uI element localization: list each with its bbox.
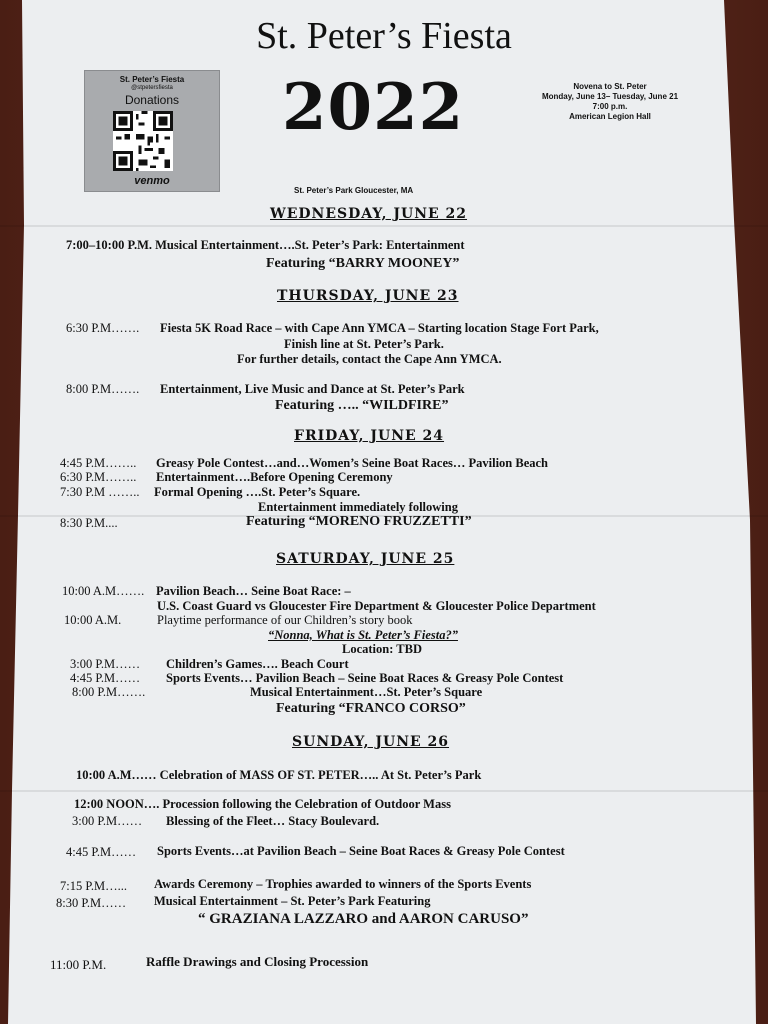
entry-time: 10:00 A.M……. [62,584,145,598]
schedule-entry: Sports Events…at Pavilion Beach – Seine Boat Races & Greasy Pole Contest [157,844,565,858]
novena-line: American Legion Hall [569,112,651,121]
schedule-entry: Children’s Games…. Beach Court [166,657,349,671]
schedule-entry: Blessing of the Fleet… Stacy Boulevard. [166,814,380,828]
entry-time: 6:30 P.M…….. [60,470,137,484]
entry-time: 4:45 P.M…… [66,845,137,859]
venmo-logo: venmo [134,175,170,187]
day-heading-friday: FRIDAY, JUNE 24 [294,428,445,444]
schedule-entry: Entertainment….Before Opening Ceremony [156,470,393,484]
entry-time: 10:00 A.M. [64,613,122,627]
entry-time: 8:30 P.M…… [56,896,127,910]
entry-time: 8:00 P.M……. [72,685,146,699]
featured-performer: “ GRAZIANA LAZZARO and AARON CARUSO” [198,911,529,927]
schedule-entry: Sports Events… Pavilion Beach – Seine Boat Races & Greasy Pole Contest [166,671,564,685]
schedule-entry: Awards Ceremony – Trophies awarded to winners of the Sports Events [154,877,532,891]
story-book-title: “Nonna, What is St. Peter’s Fiesta?” [268,628,458,642]
schedule-entry: Fiesta 5K Road Race – with Cape Ann YMCA – Starting location Stage Fort Park, [160,321,599,335]
entry-time: 7:15 P.M…... [60,879,128,893]
novena-line: Monday, June 13– Tuesday, June 21 [541,92,679,101]
featured-performer: Featuring “FRANCO CORSO” [276,701,466,716]
flyer-title: St. Peter’s Fiesta [256,15,512,57]
schedule-entry: Musical Entertainment – St. Peter’s Park Featuring [154,894,431,908]
schedule-entry: 7:00–10:00 P.M. Musical Entertainment….St. Peter’s Park: Entertainment [66,238,465,252]
day-heading-thursday: THURSDAY, JUNE 23 [277,288,459,304]
featured-performer: Featuring “MORENO FRUZZETTI” [246,514,472,529]
schedule-entry: Raffle Drawings and Closing Procession [146,954,369,969]
entry-time: 7:30 P.M …….. [60,485,140,499]
entry-time: 11:00 P.M. [50,957,107,972]
fold-line [0,790,768,792]
entry-time: 8:00 P.M……. [66,382,140,396]
schedule-entry: Playtime performance of our Children’s story book [157,613,413,627]
schedule-entry: Musical Entertainment…St. Peter’s Square [250,685,483,699]
venmo-donation-card [84,70,220,192]
entry-time: 3:00 P.M…… [72,814,143,828]
featured-performer: Featuring “BARRY MOONEY” [266,256,460,271]
flyer-location: St. Peter’s Park Gloucester, MA [294,186,414,195]
donation-org: St. Peter’s Fiesta [119,75,185,84]
day-heading-wednesday: WEDNESDAY, JUNE 22 [270,206,468,222]
day-heading-sunday: SUNDAY, JUNE 26 [292,734,450,750]
featured-performer: Featuring ….. “WILDFIRE” [275,398,449,413]
donation-handle: @stpetersfiesta [131,85,173,91]
entry-time: 8:30 P.M.... [60,516,118,530]
entry-time: 3:00 P.M…… [70,657,141,671]
schedule-entry: Entertainment, Live Music and Dance at St. Peter’s Park [160,382,465,396]
schedule-entry: Formal Opening ….St. Peter’s Square. [154,485,361,499]
entry-time: 4:45 P.M…… [70,671,141,685]
schedule-entry: Finish line at St. Peter’s Park. [284,337,444,351]
schedule-entry: Entertainment immediately following [258,500,458,514]
schedule-entry: For further details, contact the Cape Ann YMCA. [237,352,502,366]
schedule-entry: Location: TBD [342,642,422,656]
qr-code-icon [113,111,173,171]
entry-time: 4:45 P.M…….. [60,456,137,470]
novena-line: Novena to St. Peter [573,82,647,91]
schedule-entry: Pavilion Beach… Seine Boat Race: – [156,584,351,598]
schedule-entry: 10:00 A.M…… Celebration of MASS OF ST. PETER….. At St. Peter’s Park [76,768,482,782]
novena-info [520,82,700,122]
donation-label: Donations [124,93,180,107]
schedule-entry: U.S. Coast Guard vs Gloucester Fire Department & Gloucester Police Department [157,599,596,613]
schedule-entry: Greasy Pole Contest…and…Women’s Seine Boat Races… Pavilion Beach [156,456,548,470]
schedule-entry: 12:00 NOON…. Procession following the Celebration of Outdoor Mass [74,797,451,811]
novena-line: 7:00 p.m. [592,102,628,111]
flyer-year: 2022 [282,70,465,145]
day-heading-saturday: SATURDAY, JUNE 25 [276,551,455,567]
fold-line [0,225,768,227]
entry-time: 6:30 P.M……. [66,321,140,335]
